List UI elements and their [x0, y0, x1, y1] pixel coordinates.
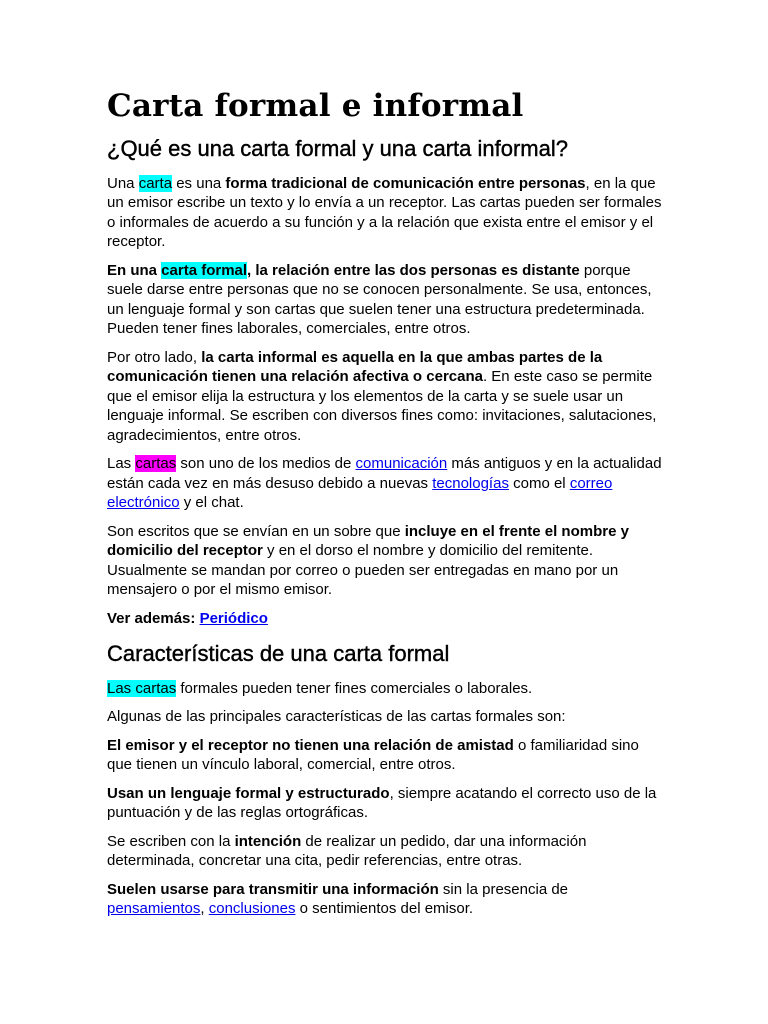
text-run: , — [200, 900, 209, 918]
text-run: más antiguos y en la actualidad están cada vez en más desuso debido a nuevas — [107, 455, 662, 492]
page-title: Carta formal e informal — [107, 88, 524, 124]
document-page — [107, 88, 667, 928]
bold-run: En una — [107, 261, 162, 279]
bold-run: forma tradicional de comunicación entre personas — [225, 174, 586, 192]
text-run: Por otro lado, — [107, 348, 202, 366]
text-run: , siempre acatando el correcto uso de la puntuación y de las reglas ortográficas. — [107, 784, 657, 822]
see-also-label: Ver además: — [107, 609, 200, 627]
text-run: porque suele darse entre personas que no se conocen personalmente. Se usa, entonces, un lenguaje formal y son cartas que suelen tener una estructura predeterminada. Pueden tener fines laborales, comerciales, entre otros. — [107, 261, 652, 338]
text-run: Las — [107, 455, 136, 473]
text-run: Se escriben con la — [107, 832, 235, 850]
paragraph-transmitir — [107, 880, 667, 919]
bold-run: intención — [234, 832, 302, 850]
bold-run: , la relación entre las dos personas es distante — [247, 261, 580, 279]
highlight-cartas: cartas — [135, 455, 177, 473]
paragraph-carta-formal — [107, 261, 667, 339]
bold-run: Usan un lenguaje formal y estructurado — [107, 784, 390, 802]
link-pensamientos[interactable]: pensamientos — [107, 900, 201, 918]
highlight-carta: carta — [138, 174, 173, 192]
text-run: o familiaridad sino que tienen un vínculo laboral, comercial, entre otros. — [107, 736, 639, 774]
paragraph-emisor-receptor — [107, 736, 667, 775]
link-comunicacion[interactable]: comunicación — [355, 455, 448, 473]
paragraph-carta-informal — [107, 348, 667, 446]
highlight-las-cartas: Las cartas — [107, 679, 177, 697]
highlight-carta-formal: carta formal — [161, 261, 248, 279]
paragraph-medios — [107, 454, 667, 513]
text-run: y en el dorso el nombre y domicilio del remitente. Usualmente se mandan por correo o pueden ser entregadas en mano por un mensajero o por el mismo emisor. — [107, 542, 619, 599]
text-run: son uno de los medios de — [176, 455, 356, 473]
text-run: de realizar un pedido, dar una información determinada, concretar una cita, pedir referencias, entre otras. — [107, 832, 587, 870]
text-run: y el chat. — [179, 494, 244, 512]
text-run: o sentimientos del emisor. — [295, 900, 474, 918]
text-run: es una — [172, 174, 226, 192]
bold-run: Suelen usarse para transmitir una información — [107, 880, 439, 898]
text-run: formales pueden tener fines comerciales o laborales. — [176, 679, 533, 697]
paragraph-intencion — [107, 832, 667, 871]
link-tecnologias[interactable]: tecnologías — [432, 474, 509, 492]
bold-run: incluye en el frente el nombre y domicilio del receptor — [107, 522, 629, 560]
text-run: sin la presencia de — [438, 880, 569, 898]
see-also — [107, 609, 667, 629]
paragraph-principales: Algunas de las principales características de las cartas formales son: — [107, 708, 566, 726]
text-run: Una — [107, 174, 139, 192]
bold-run: la carta informal es aquella en la que ambas partes de la comunicación tienen una relación afectiva o cercana — [107, 348, 603, 386]
link-correo-electronico[interactable]: correo electrónico — [107, 474, 613, 512]
paragraph-sobre — [107, 522, 667, 600]
paragraph-lenguaje — [107, 784, 667, 823]
section-heading-caracteristicas: Características de una carta formal — [107, 641, 450, 667]
bold-run: El emisor y el receptor no tienen una relación de amistad — [107, 736, 514, 754]
link-conclusiones[interactable]: conclusiones — [208, 900, 296, 918]
text-run: Son escritos que se envían en un sobre que — [107, 522, 405, 540]
text-run: , en la que un emisor escribe un texto y lo envía a un receptor. Las cartas pueden ser formales o informales de acuerdo a su función y a la relación que exista entre el emisor y el receptor. — [107, 174, 662, 251]
text-run: . En este caso se permite que el emisor elija la estructura y los elementos de la carta y se suele usar un lenguaje informal. Se escriben con diversos fines como: invitaciones, salutaciones, agradecimientos, entre otros. — [107, 368, 657, 444]
section-heading-que-es: ¿Qué es una carta formal y una carta informal? — [107, 136, 568, 162]
link-periodico[interactable]: Periódico — [199, 609, 268, 627]
paragraph-intro — [107, 174, 667, 252]
paragraph-fines — [107, 679, 667, 699]
text-run: como el — [508, 474, 570, 492]
